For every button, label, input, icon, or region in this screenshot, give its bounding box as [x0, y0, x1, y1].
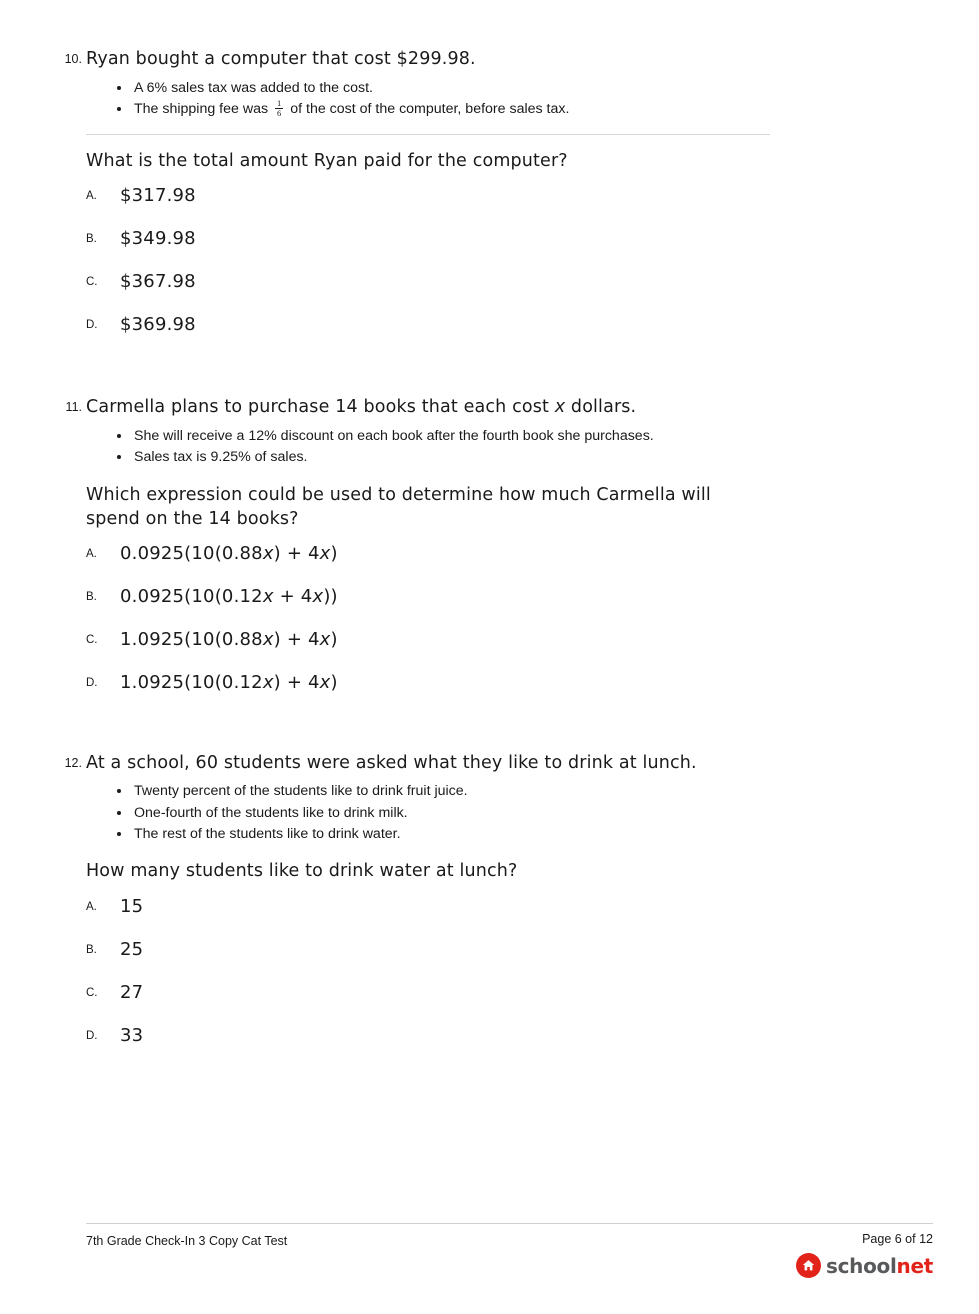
choice-d[interactable]: [86, 672, 919, 704]
question-number: 10.: [64, 52, 82, 66]
answer-choices: [86, 185, 919, 346]
choice-text: 15: [120, 895, 144, 917]
bullet-text: She will receive a 12% discount on each book after the fourth book she purchases.: [134, 427, 654, 444]
fraction-denominator: 6: [277, 107, 282, 118]
choice-letter: A.: [86, 547, 97, 560]
question-12: [0, 752, 979, 1057]
footer-divider: [86, 1223, 933, 1224]
question-prompt: What is the total amount Ryan paid for the computer?: [86, 151, 568, 172]
choice-text: 25: [120, 938, 144, 960]
brand-suffix: net: [896, 1253, 933, 1278]
choice-d[interactable]: [86, 1025, 919, 1057]
bullet-item: [132, 824, 919, 845]
choice-a[interactable]: [86, 896, 919, 928]
choice-text: $369.98: [120, 314, 196, 336]
choice-letter: A.: [86, 900, 97, 913]
test-title: 7th Grade Check-In 3 Copy Cat Test: [86, 1234, 288, 1248]
fraction-one-sixth: [275, 99, 283, 118]
choice-letter: B.: [86, 233, 97, 246]
choice-c[interactable]: [86, 271, 919, 303]
choice-text: $317.98: [120, 185, 196, 207]
answer-choices: [86, 896, 919, 1057]
document-page: [0, 48, 979, 1314]
choice-text: $367.98: [120, 271, 196, 293]
bullet-item: [132, 99, 919, 120]
bullet-item: [132, 803, 919, 824]
choice-letter: B.: [86, 590, 97, 603]
question-stem: Ryan bought a computer that cost $299.98.: [86, 49, 476, 69]
choice-letter: D.: [86, 319, 98, 332]
choice-c[interactable]: [86, 629, 919, 661]
bullet-text: A 6% sales tax was added to the cost.: [134, 79, 373, 96]
question-prompt: How many students like to drink water at lunch?: [86, 861, 518, 882]
choice-b[interactable]: [86, 228, 919, 260]
bullet-text-part1: The shipping fee was: [134, 100, 269, 117]
bullet-item: [132, 78, 919, 99]
question-number: 12.: [64, 755, 82, 770]
choice-letter: D.: [86, 1029, 98, 1042]
bullet-text: Twenty percent of the students like to drink fruit juice.: [134, 783, 468, 800]
choice-letter: C.: [86, 986, 98, 999]
choice-letter: C.: [86, 633, 98, 646]
footer-right: [796, 1232, 933, 1278]
choice-letter: D.: [86, 676, 98, 689]
choice-text: 27: [120, 981, 144, 1003]
footer-row: [86, 1232, 933, 1278]
choice-text: 1.0925(10(0.12x) + 4x): [120, 671, 338, 693]
choice-text: 0.0925(10(0.12x + 4x)): [120, 585, 338, 607]
question-prompt: Which expression could be used to determine how much Carmella will spend on the 14 books?: [86, 484, 711, 529]
bullet-text: The rest of the students like to drink water.: [134, 826, 401, 843]
bullet-item: [132, 426, 919, 447]
question-10: [0, 48, 979, 346]
choice-letter: B.: [86, 943, 97, 956]
section-divider: [86, 134, 770, 135]
bullet-item: [132, 781, 919, 802]
choice-letter: A.: [86, 190, 97, 203]
answer-choices: [86, 543, 919, 704]
page-number: Page 6 of 12: [862, 1232, 933, 1246]
choice-b[interactable]: [86, 939, 919, 971]
choice-d[interactable]: [86, 314, 919, 346]
choice-letter: C.: [86, 276, 98, 289]
question-stem: Carmella plans to purchase 14 books that each cost x dollars.: [86, 397, 637, 418]
brand-name: school: [825, 1253, 897, 1278]
page-footer: [86, 1223, 933, 1278]
choice-text: 0.0925(10(0.88x) + 4x): [120, 542, 338, 564]
choice-text: $349.98: [120, 228, 196, 250]
bullet-item: [132, 447, 919, 468]
choice-text: 33: [120, 1024, 144, 1046]
choice-text: 1.0925(10(0.88x) + 4x): [120, 628, 338, 650]
bullet-text: Sales tax is 9.25% of sales.: [134, 449, 308, 466]
question-stem: At a school, 60 students were asked what they like to drink at lunch.: [86, 752, 697, 773]
choice-a[interactable]: [86, 185, 919, 217]
question-bullets: [86, 78, 919, 121]
question-11: [0, 396, 979, 704]
bullet-text-part2: of the cost of the computer, before sales tax.: [290, 100, 570, 117]
fraction-numerator: 1: [277, 97, 282, 108]
choice-b[interactable]: [86, 586, 919, 618]
question-bullets: [86, 426, 919, 469]
bullet-text: One-fourth of the students like to drink milk.: [134, 804, 408, 821]
choice-c[interactable]: [86, 982, 919, 1014]
choice-a[interactable]: [86, 543, 919, 575]
question-number: 11.: [65, 400, 82, 415]
question-bullets: [86, 781, 919, 845]
